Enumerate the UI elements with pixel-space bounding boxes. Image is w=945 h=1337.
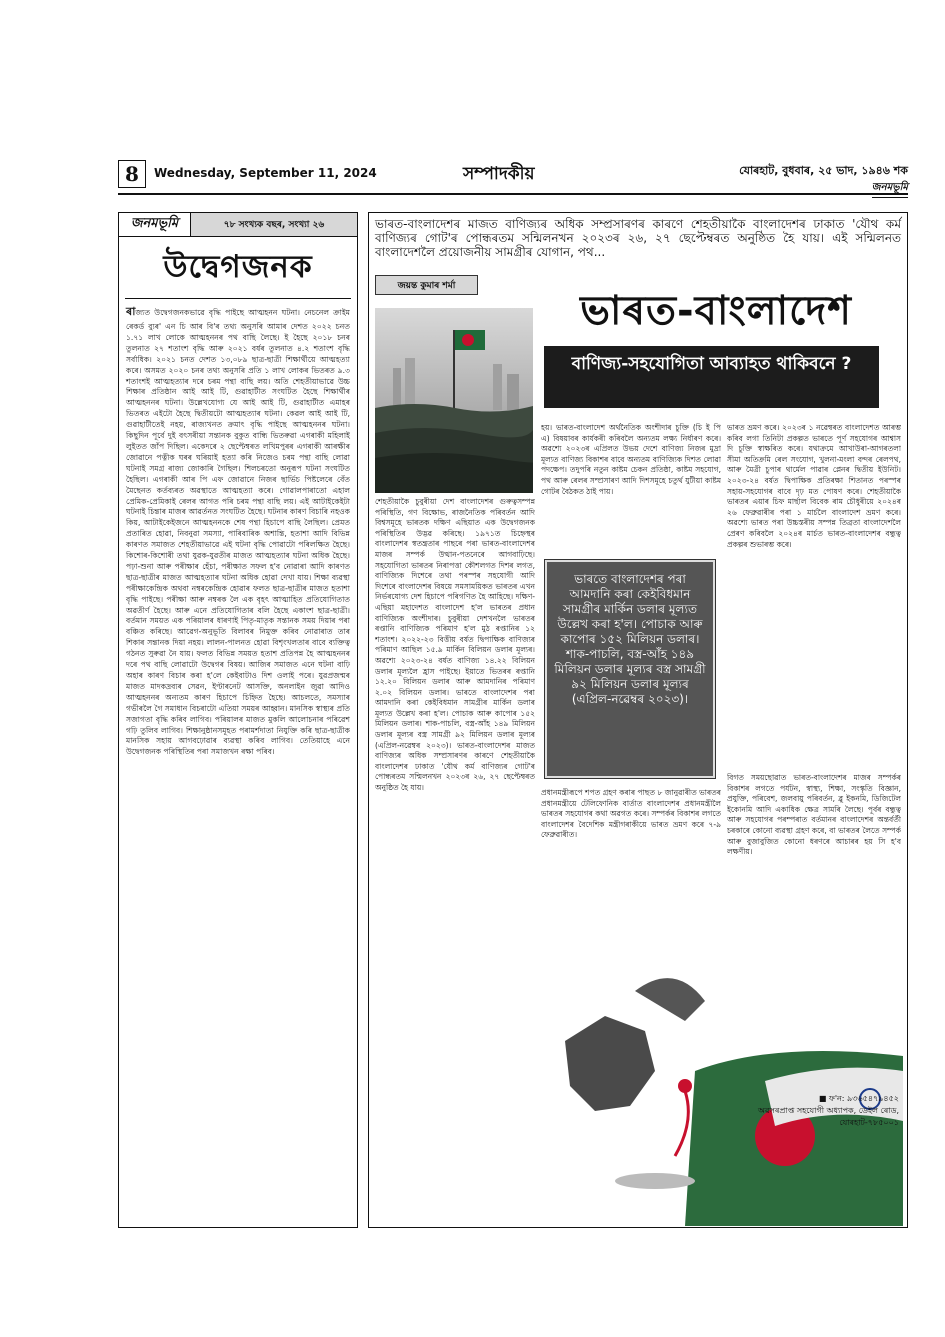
- editorial-column: [118, 212, 358, 1228]
- flags-map-illustration: [535, 921, 903, 1226]
- article-byline: জয়ন্ত কুমাৰ শৰ্মা: [375, 275, 478, 295]
- author-contact: ■ ফ'ন: ৯৩৬৫৪৭৯৪৫২ অৱসৰপ্ৰাপ্ত সহযোগী অধ্যাপক, ডেইল ৰোড, যোৰহাট-৭৮৫০০১: [758, 1094, 899, 1127]
- english-date: Wednesday, September 11, 2024: [154, 166, 377, 180]
- pull-quote-box: ভাৰতে বাংলাদেশৰ পৰা আমদানি কৰা কেইবিধমান সামগ্ৰীৰ মাৰ্কিন ডলাৰ মূল্যত উল্লেখ কৰা হ'ল। পোচাক আৰু কাপোৰ ১৫২ মিলিয়ন ডলাৰ। শাক-পাচলি, বস্ত্ৰ-আঁহ ১৪৯ মিলিয়ন ডলাৰ মূল্যৰ বস্ত্ৰ সামগ্ৰী ৯২ মিলিয়ন ডলাৰ মূল্যৰ (এপ্ৰিল-নৱেম্বৰ ২০২৩)।: [545, 560, 715, 778]
- editorial-brand-bar: [119, 213, 357, 237]
- page-header: [118, 160, 908, 194]
- editorial-text: জ্যত উদ্বেগজনকভাৱে বৃদ্ধি পাইছে আত্মহনন ঘটনা। নেচনেল ক্ৰাইম ৰেকৰ্ড ব্যুৰ' এন চি আৰ বি'ৰ তথ্য অনুসৰি আমাৰ দেশত ২০২২ চনত ১.৭১ লাখ লোকে আত্মহননৰ পথ বাছি লৈছে। ই হৈছে ২০১৮ চনৰ তুলনাত ২৭ শতাংশ বৃদ্ধি আৰু ২০২১ বৰ্ষৰ তুলনাত ৪.২ শতাংশ বৃদ্ধি সৰ্বাধিক। ২০২১ চনত দেশত ১৩,০৮৯ ছাত্ৰ-ছাত্ৰী শিক্ষাৰ্থীয়ে আত্মহত্যা কৰে। অসমত ২০২০ চনৰ তথ্য অনুসৰি প্ৰতি ১ লাখ লোকৰ ভিতৰত ৯.৩ শতাংশই আত্মহত্যাৰ দৰে চৰম পন্থা বাছি লয়। অতি শেহতীয়াভাৱে উচ্চ শিক্ষাৰ প্ৰতিষ্ঠান আই আই টি, গুৱাহাটীত সংঘটিত হৈছে শিক্ষাৰ্থীৰ আত্মহননৰ ঘটনা। উল্লেখযোগ্য যে আই আই টি, গুৱাহাটীত এমাহৰ ভিতৰত এইটো হৈছে দ্বিতীয়টো আত্মহত্যাৰ ঘটনা। কেৱল আই আই টি, গুৱাহাটীতেই নহয়, ৰাজ্যখনত ক্ৰমাৎ বৃদ্ধি পাইছে আত্মহননৰ ঘটনা। কিছুদিন পূৰ্বে দুই বৎসৰীয়া সন্তানক বুকুত বান্ধি ভিতৰুৱা এগৰাকী মহিলাই লুইতত জাঁপ দিছিল। একেদৰে ২ ছেপ্টেম্বৰত লখিমপুৰৰ এগৰাকী আৰক্ষীৰ জোৱানে পত্নীক ঘৰৰ ঘৰিয়াই হত্যা কৰি নিজেও চৰম পন্থা বাছি লোৱা ঘটনাই সমগ্ৰ ৰাজ্য জোকাৰি গৈছিল। শিলচৰতো অনুৰূপ ঘটনা সংঘটিত হৈছিল। এগৰাকী আৰ পি এফ জোৱানে নিজৰ ছাৰ্ভিচ পিষ্টলেৰে বেঁত মৈছেনত কৰ্তব্যৰত অৱস্থাতে আত্মহত্যা কৰে। গোৱালপাৰাতো এহাল প্ৰেমিক-প্ৰেমিকাই ৰেলৰ আগত পৰি চৰম পন্থা বাছি লয়। এই আটাইকেইটা ঘটনাই চিন্তাৰ মাজৰ আৱৰ্তনত সংঘটিত হৈছে। ঘটনাৰ কাৰণ বিচাৰি নহওক কিয়, আটাইকেইজনে আত্মহননকে শেষ পন্থা হিচাপে বাছি লৈছিল। প্ৰেমত প্ৰতাৰিত হোৱা, নিবনুৱা সমস্যা, পাৰিবাৰিক অশান্তি, হতাশা আদি বিভিন্ন কাৰণত সমাজত শেহতীয়াভাৱে এই ঘটনা বৃদ্ধি পোৱাটো পৰিলক্ষিত হৈছে। কিশোৰ-কিশোৰী তথা যুৱক-যুৱতীৰ মাজত আত্মহত্যাৰ ঘটনা অধিক হৈছে। পঢ়া-শুনা আৰু পৰীক্ষাৰ হেঁচা, পৰীক্ষাত সফল হ'ব নোৱাৰা আদি কাৰণত ছাত্ৰ-ছাত্ৰীৰ মাজত আত্মহত্যাৰ ঘটনা অধিক হোৱা দেখা যায়। শিক্ষা ব্যৱস্থা পৰীক্ষাকেন্দ্ৰিক অথবা নম্বৰকেন্দ্ৰিক হোৱাৰ ফলত ছাত্ৰ-ছাত্ৰীৰ মাজত হতাশা বৃদ্ধি পাইছে। পৰীক্ষা আৰু নম্বৰক লৈ এক বৃহৎ আত্মাহিত প্ৰতিযোগিতাত অৱতীৰ্ণ হৈছে। আৰু এনে প্ৰতিযোগিতাৰ বলি হৈছে একাংশ ছাত্ৰ-ছাত্ৰী। বৰ্তমান সময়ত এক পৰিয়ালৰ ধাৰণাই পিতৃ-মাতৃক সন্তানক সময় দিয়াৰ পৰা বঞ্চিত কৰিছে। আৱেগ-অনুভূতি বিলাবৰ নিমুক্ত কৰিব নোৱাৰাত তাৰ শিকাৰ সন্তানক দিয়া নহয়। লালন-পালনত হোৱা বিশৃংখলতাৰ বাবে ব্যক্তিত্ব গঠনত সুৰুৱা নৈ যায়। ফলত বিভিন্ন সময়ত হতাশ প্ৰতিপন্ন হৈ আত্মহননৰ দৰে পথ বাছি লোৱাটো উদ্বেগৰ বিষয়। আজিৰ সমাজত এনে ঘটনা বাঢ়ি অহাৰ কাৰণ বিচাৰ কৰা হ'লে কেইবাটাও দিশ ওলাই পৰে। যুৱপ্ৰজন্মৰ মাজত মাদকদ্ৰব্যৰ সেৱন, ইণ্টাৰনেট আসক্তি, অনলাইন জুৱা আদিও আত্মহননৰ অন্যতম কাৰণ হিচাপে চিহ্নিত হৈছে। আচলতে, সমস্যাৰ গভীৰলৈ গৈ সমাধান বিচৰাটো এতিয়া সময়ৰ আহ্বান। মানসিক স্বাস্থ্যৰ প্ৰতি সজাগতা বৃদ্ধি কৰিব লাগিব। পৰিয়ালৰ মাজত মুকলি আলোচনাৰ পৰিৱেশ গঢ়ি তুলিব লাগিব। শিক্ষানুষ্ঠানসমূহত পৰামৰ্শদাতা নিযুক্তি কৰি ছাত্ৰ-ছাত্ৰীক মানসিক সহায় আগবঢ়োৱাৰ ব্যৱস্থা কৰিব লাগিব। তেতিয়াহে এনে উদ্বেগজনক পৰিস্থিতিৰ পৰা সমাজখন ৰক্ষা পৰিব।: [126, 308, 350, 757]
- flag-crowd-photo: [375, 308, 533, 493]
- section-title: সম্পাদকীয়: [463, 164, 535, 184]
- editorial-divider: [125, 298, 351, 299]
- editorial-headline: উদ্বেগজনক: [163, 249, 313, 285]
- issue-number: ৭৮ সংখ্যক বছৰ, সংখ্যা ২৬: [191, 213, 357, 236]
- article-subheadline: বাণিজ্য-সহযোগিতা আব্যাহত থাকিবনে ?: [544, 346, 879, 408]
- article-column-1: শেহতীয়াকৈ চুবুৰীয়া দেশ বাংলাদেশৰ গুৰুত্বসম্পন্ন পৰিস্থিতি, গণ বিক্ষোভ, ৰাজনৈতিক পৰিবৰ্তন আদি বিশ্বসমূহে ভাৰতক দক্ষিণ এছিয়াত এক উদ্বেগজনক পৰিস্থিতিৰ উদ্ভৱ কৰিছে। ১৯৭১ত চিহ্নেস্থৰ বাংলাদেশৰ স্বতন্ত্ৰতাৰ পাছৰে পৰা ভাৰত-বাংলাদেশৰ মাজৰ সম্পৰ্ক উত্থান-পতনেৰে আগবাঢ়িছে। সহযোগিতা ভাৰতৰ নিৰাপত্তা কৌশলগত দিশৰ লগত, বাণিজ্যিক দিশেৰে তথা পৰস্পৰ সহযোগী আদি দিশেৰে বাংলাদেশৰ বিষয়ে সমসাময়িকত ভাৰতৰ এখন নিৰ্ভৰযোগ্য দেশ হিচাপে পৰিগণিত হৈ আহিছে। দক্ষিণ-এছিয়া মহাদেশত বাংলাদেশ হ'ল ভাৰতৰ প্ৰধান বাণিজ্যিক অংশীদাৰ। চুবুৰীয়া দেশখনলৈ ভাৰতৰ ৰপ্তানি বাণিজ্যিক পৰিমাণ হ'ল মুঠ ৰপ্তানিৰ ১২ শতাংশ। ২০২২-২৩ বিত্তীয় বৰ্ষত দ্বিপাক্ষিক বাণিজ্যৰ পৰিমাণ আছিল ১৫.৯ মাৰ্কিন বিলিয়ন ডলাৰ মূল্যৰ। অৱশ্যে ২০২৩-২৪ বৰ্ষত বাণিজ্য ১৪.২২ বিলিয়ন ডলাৰ মূল্যলৈ হ্ৰাস পাইছে। ইয়াতে ভিতৰৰ ৰপ্তানি ১২.২০ বিলিয়ন ডলাৰ আৰু আমদানিৰ পৰিমাণ ২.০২ বিলিয়ন ডলাৰ। ভাৰতে বাংলাদেশৰ পৰা আমদানি কৰা কেইবিধমান সামগ্ৰীৰ মাৰ্কিন ডলাৰ মূল্যত উল্লেখ কৰা হ'ল। পোচাক আৰু কাপোৰ ১৫২ মিলিয়ন ডলাৰ। শাক-পাচলি, বস্ত্ৰ-আঁহ ১৪৯ মিলিয়ন ডলাৰ মূল্যৰ বস্ত্ৰ সামগ্ৰী ৯২ মিলিয়ন ডলাৰ মূল্যৰ (এপ্ৰিল-নৱেম্বৰ ২০২৩)। ভাৰত-বাংলাদেশৰ মাজত বাণিজ্যৰ অধিক সম্প্ৰসাৰণৰ কাৰণে শেহতীয়াকৈ বাংলাদেশৰ ঢাকাত 'যৌথ কৰ্ম বাণিজ্যৰ গোট'ৰ পোন্ধৰতম সন্মিলনখন ২০২৩ৰ ২৬, ২৭ ছেপ্টেম্বৰত অনুষ্ঠিত হৈ যায়।: [375, 497, 535, 793]
- header-brand-logo: জনমভূমি: [872, 180, 908, 198]
- editorial-body: [119, 301, 357, 760]
- article-column-3-continued: বিগত সময়ছোৱাত ভাৰত-বাংলাদেশৰ মাজৰ সম্পৰ্কৰ বিকাশৰ লগতে পৰ্যটন, স্বাস্থ্য, শিক্ষা, সংস্কৃতি বিজ্ঞান, প্ৰযুক্তি, পৰিবেশ, জলবায়ু পৰিবৰ্তন, ব্লু ইকনমি, ডিজিটেল ইকোনমি আদি একাধিক ক্ষেত্ৰ সামৰি লৈছে। পূৰ্বৰ বন্ধুত্ব আৰু সহযোগৰ পৰম্পৰাত বৰ্তমানৰ বাংলাদেশৰ অন্তৰ্বৰ্তী চৰকাৰে কোনো ব্যৱস্থা গ্ৰহণ কৰে, বা ভাৰতৰ লৈতে সম্পৰ্ক আৰু বুজাবুজিত কোনো ধৰণৰে আচাৰৰ হয় সি হ'ব লক্ষণীয়।: [727, 773, 901, 857]
- editorial-brand-logo: জনমভূমি: [119, 213, 191, 236]
- article-headline: ভাৰত-বাংলাদেশ: [580, 288, 852, 334]
- page-number: 8: [118, 160, 146, 188]
- article-column-2: হয়। ভাৰত-বাংলাদেশ অৰ্থনৈতিক অংশীদাৰ চুক্তি (চি ই পি এ) বিষয়াবৰ কাৰ্যকৰী কৰিবলৈ অন্যতম লক্ষ্য নিৰ্ধাৰণ কৰে। অৱশ্যে ২০২৩ৰ এপ্ৰিলত উভয় দেশে বাণিজ্য নিজৰ মুদ্ৰা মূল্যত বাণিজ্য বিকাশৰ বাবে অন্যতম বাণিজ্যিক দিশত লোৱা পদক্ষেপ। তদুপৰি নতুন কাষ্টম চেকন প্ৰতিষ্ঠা, কাষ্টম সহযোগ, পথ আৰু ৰেলৰ সম্প্ৰসাৰণ আদি দিশসমূহে চতুৰ্থ যুটীয়া কাষ্টম গোটৰ বৈঠকত ঠাই পায়।: [541, 423, 721, 496]
- article-column-2-continued: প্ৰধানমন্ত্ৰীৰূপে শপত গ্ৰহণ কৰাৰ পাছত ৮ জানুৱাৰীত ভাৰতৰ প্ৰধানমন্ত্ৰীয়ে টেলিফোনিক বাৰ্তাত বাংলাদেশৰ প্ৰধানমন্ত্ৰীলৈ ভাৰতৰ সহযোগৰ কথা অৱগত কৰে। সম্পৰ্কৰ বিকাশৰ লগতে বাংলাদেশৰ বৈদেশিক মন্ত্ৰীগৰাকীয়ে ভাৰত ভ্ৰমণ কৰে ৭-৯ ফেব্ৰুৱাৰীত।: [541, 788, 721, 840]
- local-date: যোৰহাট, বুধবাৰ, ২৫ ভাদ, ১৯৪৬ শক: [739, 164, 908, 177]
- editorial-dropcap: ৰা: [126, 305, 136, 318]
- feature-article: [368, 212, 908, 1228]
- article-intro: ভাৰত-বাংলাদেশৰ মাজত বাণিজ্যৰ অধিক সম্প্ৰসাৰণৰ কাৰণে শেহতীয়াকৈ বাংলাদেশৰ ঢাকাত 'যৌথ কৰ্ম বাণিজ্যৰ গোট'ৰ পোন্ধৰতম সন্মিলনখন ২০২৩ৰ ২৬, ২৭ ছেপ্টেম্বৰত অনুষ্ঠিত হৈ যায়। এই সন্মিলনত বাংলাদেশলৈ প্ৰয়োজনীয় সামগ্ৰীৰ যোগান, পথ...: [375, 217, 901, 259]
- header-rule: [118, 193, 908, 195]
- article-column-3: ভাৰত ভ্ৰমণ কৰে। ২০২৩ৰ ১ নৱেম্বৰত বাংলাদেশত আৰম্ভ কৰিব লগা তিনিটা প্ৰকল্পত ভাৰতে পূৰ্ণ সহযোগৰ আশ্বাস দি চুক্তি স্বাক্ষৰিত কৰে। যথাক্ৰমে আখাউৰা-আগৰতলা সীমা অতিক্ৰমি ৰেল সংযোগ, খুলনা-মংলা বন্দৰ ৰেলপথ, আৰু মৈত্ৰী চুপাৰ থাৰ্মেল পাৱাৰ প্লেনৰ দ্বিতীয় ইউনিট। ২০২৩-২৪ বৰ্ষত দ্বিপাক্ষিক প্ৰতিৰক্ষা শিতানত পৰস্পৰ সহায়-সহযোগৰ বাবে দৃঢ় মত পোষণ কৰে। শেহতীয়াকৈ ভাৰতৰ এয়াৰ চিফ মাৰ্ছাল বিবেক ৰাম চৌধুৰীয়ে ২০২৪ৰ ২৬ ফেব্ৰুৱাৰীৰ পৰা ১ মাৰ্চলৈ বাংলাদেশ ভ্ৰমণ কৰে। অৱশ্যে ভাৰত পৰা উচ্চস্তৰীয় সম্পন্ন তিব্ৰতা বাংলাদেশলৈ প্ৰেৰণ কৰিবলৈ ২০২৪ৰ মাৰ্চত ভাৰত-বাংলাদেশৰ বন্ধুত্ব প্ৰকল্পৰ শুভাৰম্ভ কৰে।: [727, 423, 901, 549]
